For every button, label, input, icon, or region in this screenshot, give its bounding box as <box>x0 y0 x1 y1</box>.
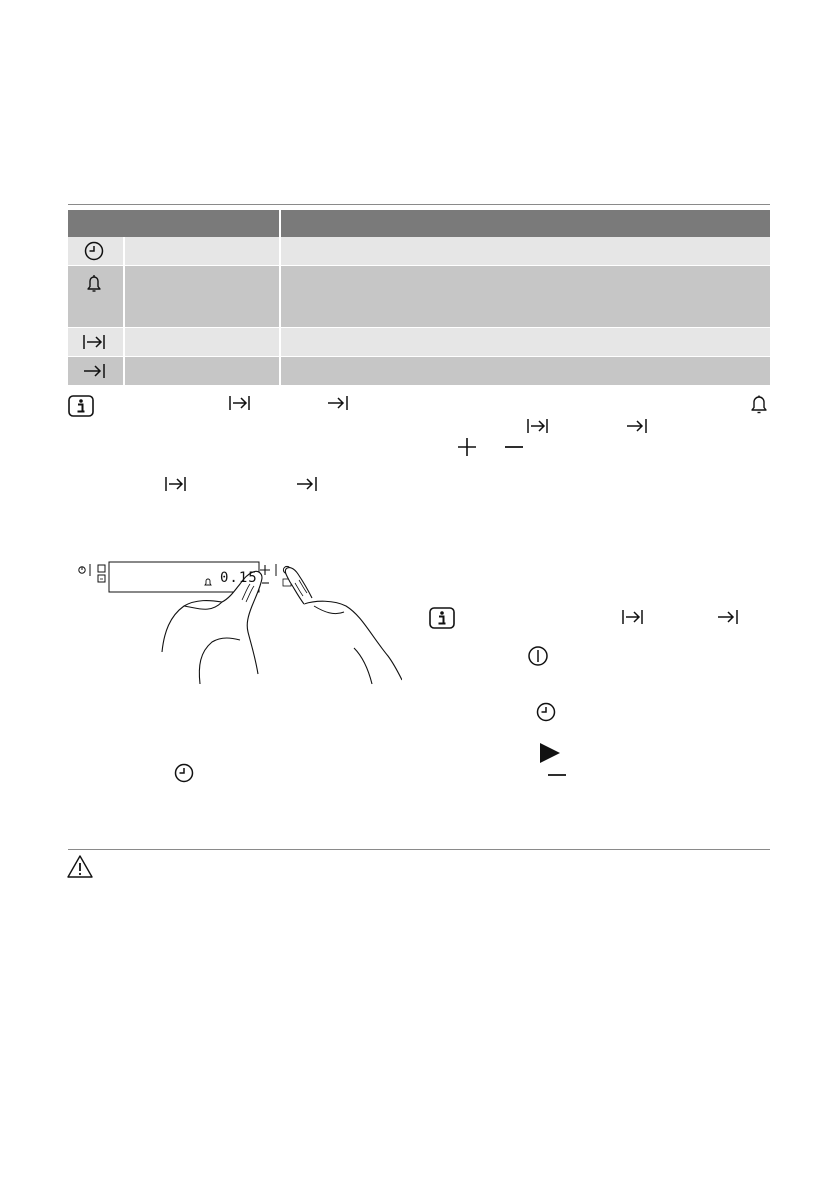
duration-icon <box>80 330 108 354</box>
bell-icon <box>748 393 770 415</box>
clock-icon <box>80 239 108 263</box>
duration-icon <box>228 393 252 413</box>
table-row <box>68 328 770 356</box>
minus-icon <box>546 772 568 778</box>
play-icon <box>537 740 563 766</box>
end-time-icon <box>80 359 108 383</box>
end-time-icon <box>625 416 649 436</box>
clock-icon <box>534 700 558 724</box>
control-panel-illustration <box>72 556 402 686</box>
info-icon <box>429 607 455 629</box>
duration-icon <box>164 474 188 494</box>
table-header <box>68 210 770 237</box>
clock-icon <box>172 761 196 785</box>
warning-icon <box>66 854 94 880</box>
top-rule <box>68 204 770 205</box>
table-row <box>68 357 770 385</box>
duration-icon <box>621 607 645 627</box>
warning-rule <box>68 849 770 850</box>
duration-icon <box>526 416 550 436</box>
end-time-icon <box>295 474 319 494</box>
bell-icon <box>80 271 108 295</box>
minus-icon <box>503 436 525 458</box>
plus-icon <box>456 436 478 458</box>
info-icon <box>68 395 94 417</box>
power-icon <box>526 644 550 668</box>
end-time-icon <box>716 607 740 627</box>
table-row <box>68 237 770 265</box>
display-readout: 0.15 <box>220 570 258 586</box>
end-time-icon <box>326 393 350 413</box>
table-row <box>68 266 770 327</box>
